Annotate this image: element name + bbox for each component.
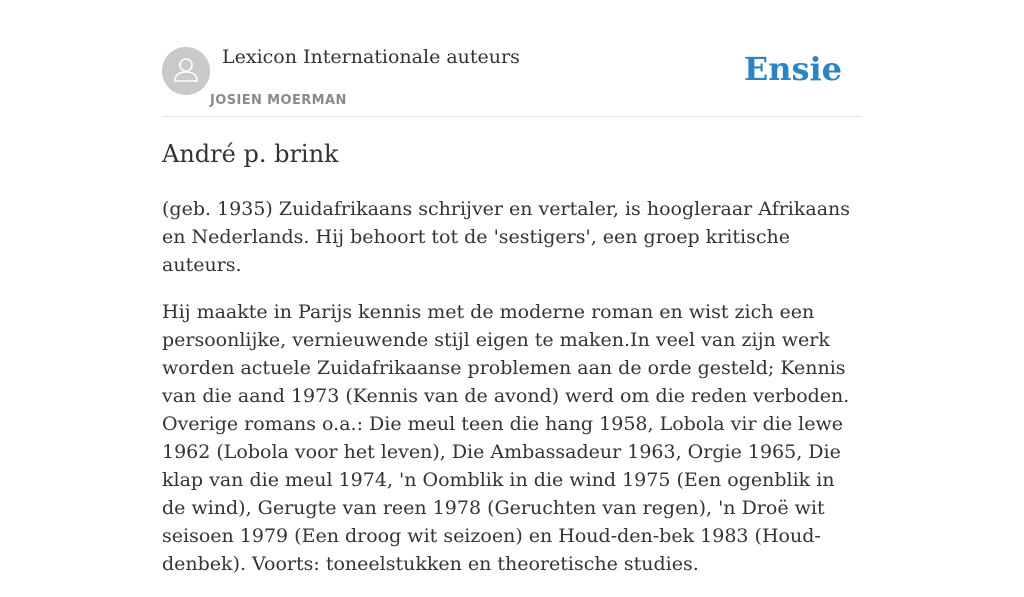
article-header (162, 46, 862, 117)
article-body (162, 138, 862, 597)
article-title: André p. brink (162, 140, 339, 168)
author-name[interactable]: JOSIEN MOERMAN (210, 93, 347, 108)
user-placeholder-icon[interactable] (162, 47, 210, 95)
article-paragraph: Hij maakte in Parijs kennis met de moderne roman en wist zich een persoonlijke, vernieuwende stijl eigen te maken.In veel van zijn werk worden actuele Zuidafrikaanse problemen aan de orde gesteld; Kennis van die aand 1973 (Kennis van de avond) werd om die reden verboden. Overige romans o.a.: Die meul teen die hang 1958, Lobola vir die lewe 1962 (Lobola voor het leven), Die Ambassadeur 1963, Orgie 1965, Die klap van die meul 1974, 'n Oomblik in die wind 1975 (Een ogenblik in de wind), Gerugte van reen 1978 (Geruchten van regen), 'n Droë wit seisoen 1979 (Een droog wit seizoen) en Houd-den-bek 1983 (Houd-denbek). Voorts: toneelstukken en theoretische studies. (162, 301, 850, 575)
collection-title-link[interactable]: Lexicon Internationale auteurs (222, 46, 520, 68)
brand-logo[interactable]: Ensie (743, 50, 842, 88)
article-paragraph: (geb. 1935) Zuidafrikaans schrijver en vertaler, is hoogleraar Afrikaans en Nederlands. Hij behoort tot de 'sestigers', een groep kritische auteurs. (162, 198, 851, 276)
